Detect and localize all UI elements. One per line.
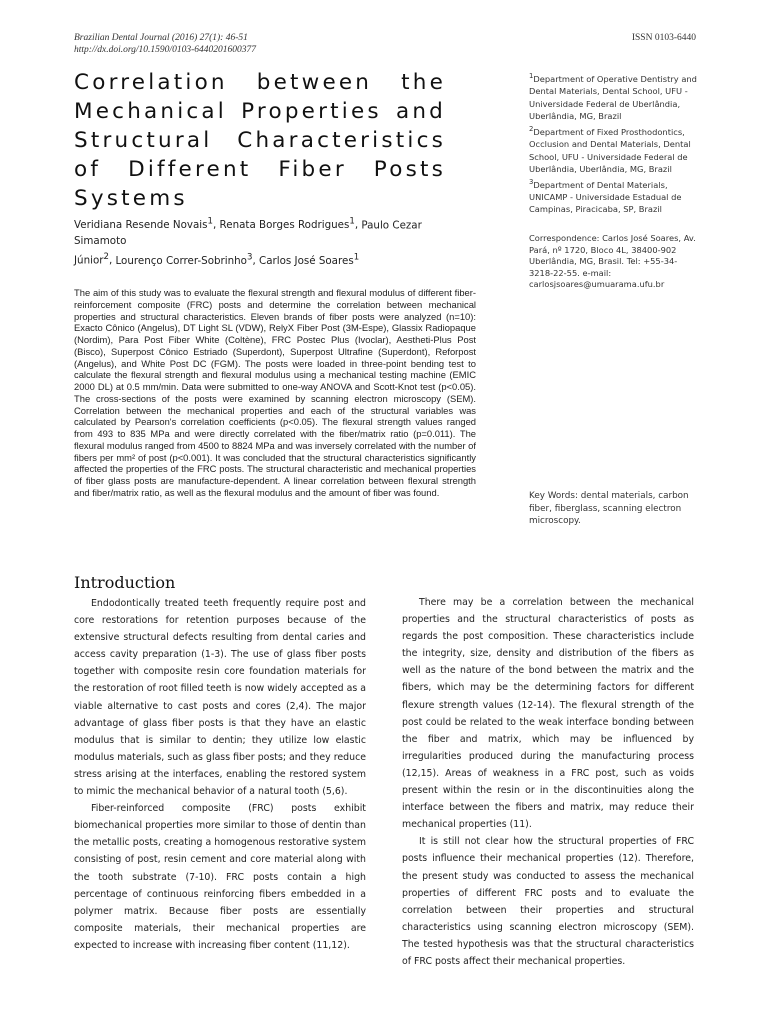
author-name: Veridiana Resende Novais$^1$, bbox=[74, 217, 220, 232]
affiliation-item bbox=[529, 123, 697, 176]
author-affiliation-ref: 1 bbox=[353, 252, 360, 263]
author-affiliation-ref: 1 bbox=[207, 217, 213, 227]
abstract: The aim of this study was to evaluate the flexural strength and flexural modulus of different fiber-reinforcement composite (FRC) posts and determine the correlation between mechanical properties and structural characteristics. Eleven brands of fiber posts were analyzed (n=10): Exacto Cônico (Angelus), DT Light SL (VDW), RelyX Fiber Post (3M-Espe), Glassix Radiopaque (Nordim), Para Post Fiber White (Coltène), FRC Postec Plus (Ivoclar), Aestheti-Plus Post (Bisco), Superpost Cônico Estriado (Superdont), Superpost Ultrafine (Superdont), Reforpost (Angelus), and White Post DC (FGM). The posts were loaded in three-point bending test to calculate the flexural strength and flexural modulus using a mechanical testing machine (EMIC 2000 DL) at 0.5 mm/min. Data were submitted to one-way ANOVA and Scott-Knot test (p<0.05). The cross-sections of the posts were examined by scanning electron microscopy (SEM). Correlation between the mechanical properties and each of the structural variables was calculated by Pearson's correlation coefficients (p<0.05). The flexural strength values ranged from 493 to 835 MPa and were directly correlated with the fiber/matrix ratio (p=0.011). The flexural modulus ranged from 4500 to 8824 MPa and was inversely correlated with the number of fibers per mm² of post (p<0.001). It was concluded that the structural characteristics significantly affected the properties of the FRC posts. The structural characteristic and mechanical properties of fiber glass posts are manufacture-dependent. A linear correlation between flexural strength and fiber/matrix ratio, as well as the flexural modulus and the amount of fiber was found. bbox=[74, 287, 476, 498]
author-list: Veridiana Resende Novais$^1$, Renata Borges Rodrigues$^1$, Paulo Cezar Simamoto Júnior$^2$, Lourenço Correr-Sobrinho$^3$, Carlos José Soares$^1$ bbox=[74, 217, 422, 267]
author-affiliation-ref: 2 bbox=[103, 252, 109, 263]
correspondence: Correspondence: Carlos José Soares, Av. Pará, nº 1720, Bloco 4L, 38400-902 Uberlândia, MG, Brasil. Tel: +55-34-3218-22-55. e-mail: carlosjsoares@umuarama.ufu.br bbox=[529, 233, 696, 289]
author-name: Renata Borges Rodrigues$^1$, bbox=[219, 217, 362, 232]
body-paragraph: It is still not clear how the structural properties of FRC posts influence their mechanical properties (12). Therefore, the present study was conducted to assess the mechanical properties of different FRC posts and to evaluate the correlation between their properties and structural characteristics using scanning electron microscopy (SEM). The tested hypothesis was that the structural characteristics of FRC posts affect their mechanical properties. bbox=[402, 836, 694, 967]
body-paragraph: Endodontically treated teeth frequently require post and core restorations for retention purposes because of the extensive structural defects resulting from dental caries and access cavity preparation (1-3). The use of glass fiber posts together with composite resin core foundation materials for the restoration of root filled teeth is now widely accepted as a viable alternative to cast posts and cores (2,4). The major advantage of glass fiber posts is that they have an elastic modulus that is similar to dentin; they utilize low elastic modulus materials, such as glass fiber posts; and they reduce stress arising at the interfaces, enabling the restored system to mimic the mechanical behavior of a natural tooth (5,6). bbox=[74, 598, 366, 798]
author-affiliation-ref: 3 bbox=[246, 252, 253, 263]
affiliation-text: Department of Operative Dentistry and Dental Materials, Dental School, UFU - Universidade Federal de Uberlândia, Uberlândia, MG, Brazil bbox=[529, 73, 697, 122]
affiliation-text: Department of Fixed Prosthodontics, Occlusion and Dental Materials, Dental School, UFU - Universidade Federal de Uberlândia, Uberlândia, MG, Brazil bbox=[529, 126, 691, 175]
affiliation-text: Department of Dental Materials, UNICAMP - Universidade Estadual de Campinas, Piracicaba, SP, Brazil bbox=[529, 179, 682, 215]
author-affiliation-ref: 1 bbox=[349, 217, 355, 227]
issn-number: ISSN 0103-6440 bbox=[631, 33, 696, 43]
keywords: Key Words: dental materials, carbon fiber, fiberglass, scanning electron microscopy. bbox=[529, 491, 689, 526]
journal-reference: Brazilian Dental Journal (2016) 27(1): 46-51 bbox=[74, 33, 248, 43]
journal-citation bbox=[74, 32, 454, 56]
affiliation-item bbox=[529, 176, 697, 216]
body-column-right bbox=[402, 594, 694, 970]
affiliation-number: 2 bbox=[529, 124, 534, 133]
author-name: Lourenço Correr-Sobrinho$^3$, bbox=[115, 252, 259, 267]
author-name: Carlos José Soares$^1$ bbox=[259, 252, 360, 267]
affiliation-number: 3 bbox=[529, 177, 534, 186]
body-column-left bbox=[74, 595, 366, 954]
affiliation-number: 1 bbox=[529, 72, 534, 80]
article-title: Correlation between the Mechanical Properties and Structural Characteristics of Different Fiber Posts Systems bbox=[74, 70, 446, 211]
doi-link[interactable]: http://dx.doi.org/10.1590/0103-6440201600377 bbox=[74, 45, 256, 55]
body-paragraph: Fiber-reinforced composite (FRC) posts exhibit biomechanical properties more similar to those of dentin than the metallic posts, creating a homogenous restorative system consisting of post, resin cement and core material along with the tooth substrate (7-10). FRC posts contain a high percentage of continuous reinforcing fibers embedded in a polymer matrix. Because fiber posts are essentially composite materials, their mechanical properties are expected to increase with increasing fiber content (11,12). bbox=[74, 803, 366, 951]
affiliation-item bbox=[529, 70, 697, 123]
affiliations bbox=[529, 70, 697, 216]
body-paragraph: There may be a correlation between the mechanical properties and the structural characteristics of posts as regards the post composition. These characteristics include the integrity, size, density and distribution of the fibers as well as the nature of the bond between the matrix and the fibers, which may be the determining factors for different flexure strength values (12-14). The flexural strength of the post could be related to the weak interface bonding between the fiber and matrix, which may be influenced by irregularities produced during the manufacturing process (12,15). Areas of weakness in a FRC post, such as voids present within the resin or in the discontinuities along the interface between the fibers and matrix, may reduce their mechanical properties (11). bbox=[402, 597, 694, 831]
section-heading-introduction: Introduction bbox=[74, 573, 176, 592]
